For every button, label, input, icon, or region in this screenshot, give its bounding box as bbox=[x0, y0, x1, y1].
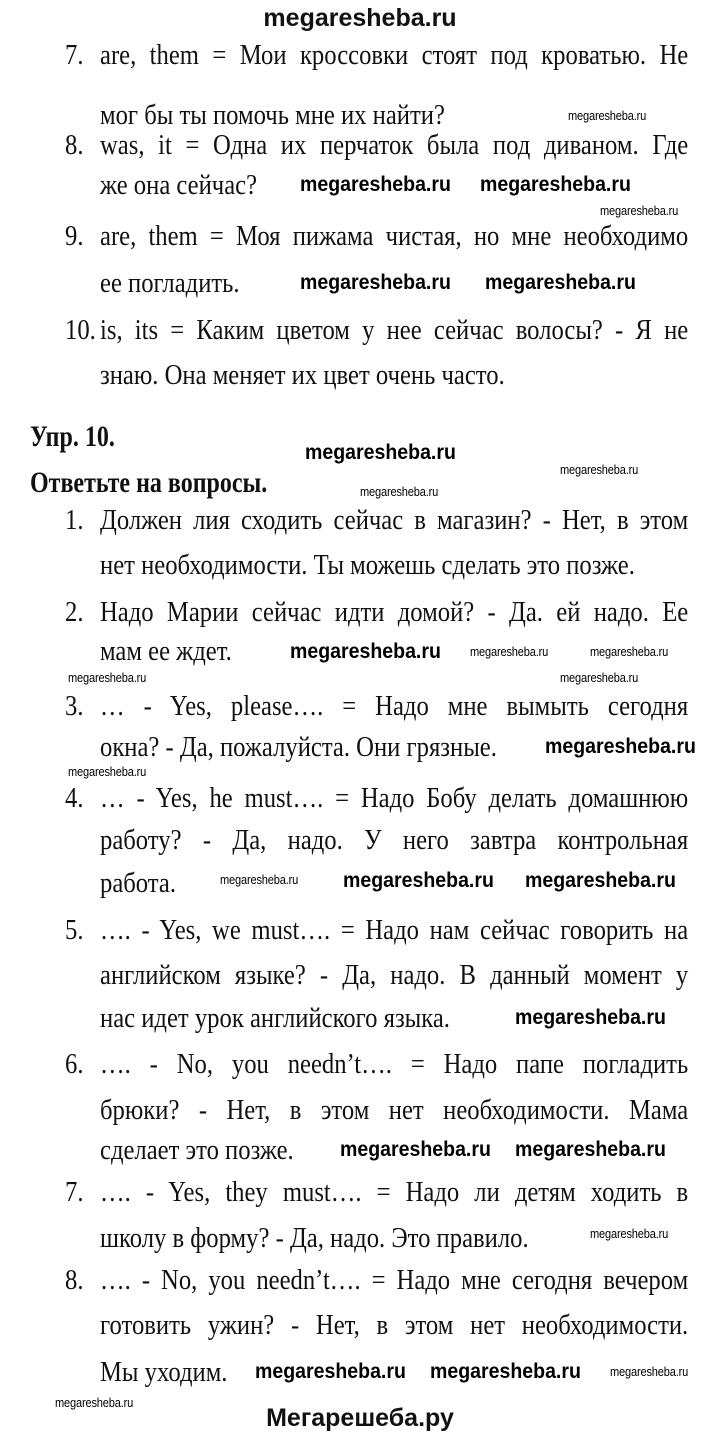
exercise-answer-line: … - Yes, please…. = Надо мне вымыть сегодня bbox=[100, 690, 689, 722]
watermark: megaresheba.ru bbox=[68, 670, 147, 685]
footer-site-name: Мегарешеба.ру bbox=[266, 1404, 454, 1432]
exercise-answer-line: окна? - Да, пожалуйста. Они грязные. bbox=[100, 731, 497, 763]
header-site-name: megaresheba.ru bbox=[263, 4, 457, 32]
exercise-answer-number: 7. bbox=[65, 1176, 84, 1208]
exercise-answer-line: нет необходимости. Ты можешь сделать это позже. bbox=[100, 549, 635, 581]
watermark: megaresheba.ru bbox=[600, 203, 679, 218]
exercise-answer-line: мам ее ждет. bbox=[100, 635, 232, 667]
watermark: megaresheba.ru bbox=[590, 1226, 669, 1241]
watermark: megaresheba.ru bbox=[545, 735, 696, 758]
watermark: megaresheba.ru bbox=[590, 644, 669, 659]
watermark: megaresheba.ru bbox=[68, 764, 147, 779]
exercise-answer-line: брюки? - Нет, в этом нет необходимости. Мама bbox=[100, 1094, 689, 1126]
exercise-answer-line: … - Yes, he must…. = Надо Бобу делать домашнюю bbox=[100, 782, 689, 814]
watermark: megaresheba.ru bbox=[290, 640, 441, 663]
exercise-answer-line: Надо Марии сейчас идти домой? - Да. ей надо. Ее bbox=[100, 596, 689, 628]
previous-answer-line: are, them = Моя пижама чистая, но мне необходимо bbox=[100, 220, 689, 252]
watermark: megaresheba.ru bbox=[220, 872, 299, 887]
watermark: megaresheba.ru bbox=[525, 869, 676, 892]
exercise-answer-line: …. - No, you needn’t…. = Надо мне сегодня вечером bbox=[100, 1264, 689, 1296]
previous-answer-line: же она сейчас? bbox=[100, 169, 258, 201]
watermark: megaresheba.ru bbox=[470, 644, 549, 659]
exercise-answer-line: сделает это позже. bbox=[100, 1134, 294, 1166]
watermark: megaresheba.ru bbox=[300, 173, 451, 196]
previous-answer-number: 8. bbox=[65, 129, 84, 161]
previous-answer-line: ее погладить. bbox=[100, 267, 240, 299]
watermark: megaresheba.ru bbox=[515, 1006, 666, 1029]
exercise-answer-line: работу? - Да, надо. У него завтра контрольная bbox=[100, 824, 689, 856]
watermark: megaresheba.ru bbox=[343, 869, 494, 892]
exercise-answer-number: 2. bbox=[65, 596, 84, 628]
previous-answer-number: 7. bbox=[65, 39, 84, 71]
exercise-instruction: Ответьте на вопросы. bbox=[30, 466, 268, 499]
watermark: megaresheba.ru bbox=[568, 108, 647, 123]
watermark: megaresheba.ru bbox=[560, 462, 639, 477]
watermark: megaresheba.ru bbox=[305, 441, 456, 464]
previous-answer-line: is, its = Каким цветом у нее сейчас волосы? - Я не bbox=[100, 314, 689, 346]
watermark: megaresheba.ru bbox=[55, 1395, 134, 1410]
watermark: megaresheba.ru bbox=[340, 1138, 491, 1161]
exercise-answer-number: 5. bbox=[65, 914, 84, 946]
exercise-answer-line: Должен лия сходить сейчас в магазин? - Нет, в этом bbox=[100, 504, 689, 536]
exercise-answer-line: …. - Yes, we must…. = Надо нам сейчас говорить на bbox=[100, 914, 689, 946]
exercise-answer-number: 8. bbox=[65, 1264, 84, 1296]
watermark: megaresheba.ru bbox=[430, 1360, 581, 1383]
previous-answer-number: 10. bbox=[65, 314, 96, 346]
exercise-answer-number: 1. bbox=[65, 504, 84, 536]
exercise-answer-line: работа. bbox=[100, 867, 176, 899]
previous-answer-line: was, it = Одна их перчаток была под диваном. Где bbox=[100, 129, 689, 161]
exercise-answer-line: …. - Yes, they must…. = Надо ли детям ходить в bbox=[100, 1176, 689, 1208]
exercise-answer-line: школу в форму? - Да, надо. Это правило. bbox=[100, 1222, 529, 1254]
watermark: megaresheba.ru bbox=[360, 484, 439, 499]
watermark: megaresheba.ru bbox=[515, 1138, 666, 1161]
watermark: megaresheba.ru bbox=[610, 1364, 689, 1379]
previous-answer-number: 9. bbox=[65, 220, 84, 252]
watermark: megaresheba.ru bbox=[560, 670, 639, 685]
exercise-answer-line: английском языке? - Да, надо. В данный момент у bbox=[100, 959, 689, 991]
exercise-answer-number: 6. bbox=[65, 1048, 84, 1080]
exercise-answer-line: …. - No, you needn’t…. = Надо папе погладить bbox=[100, 1048, 689, 1080]
watermark: megaresheba.ru bbox=[485, 271, 636, 294]
exercise-answer-line: Мы уходим. bbox=[100, 1356, 228, 1388]
previous-answer-line: are, them = Мои кроссовки стоят под кроватью. Не bbox=[100, 39, 689, 71]
exercise-answer-line: готовить ужин? - Нет, в этом нет необходимости. bbox=[100, 1309, 689, 1341]
exercise-answer-number: 4. bbox=[65, 782, 84, 814]
previous-answer-line: знаю. Она меняет их цвет очень часто. bbox=[100, 359, 505, 391]
watermark: megaresheba.ru bbox=[480, 173, 631, 196]
watermark: megaresheba.ru bbox=[300, 271, 451, 294]
exercise-answer-number: 3. bbox=[65, 690, 84, 722]
exercise-title: Упр. 10. bbox=[30, 420, 115, 453]
previous-answer-line: мог бы ты помочь мне их найти? bbox=[100, 99, 445, 131]
exercise-answer-line: нас идет урок английского языка. bbox=[100, 1002, 450, 1034]
watermark: megaresheba.ru bbox=[255, 1360, 406, 1383]
